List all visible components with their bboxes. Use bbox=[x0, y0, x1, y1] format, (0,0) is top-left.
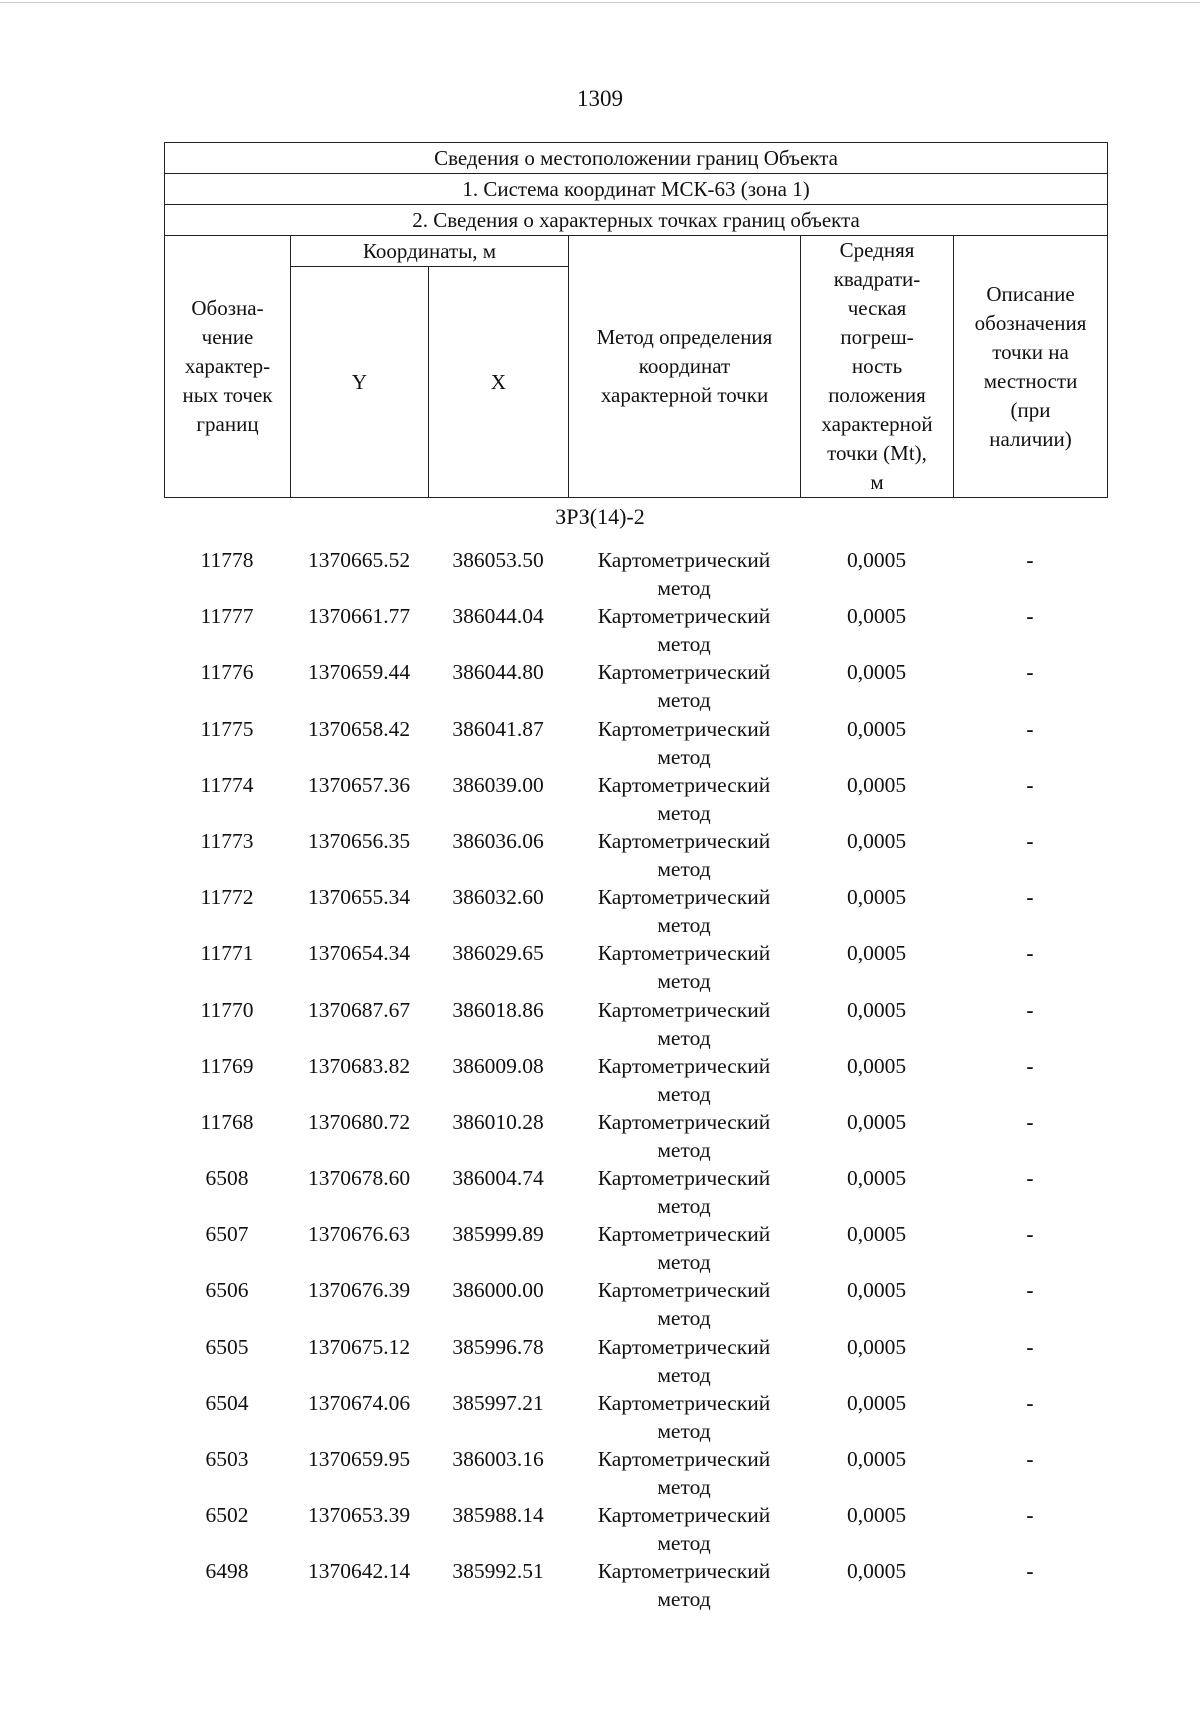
point-id: 6504 bbox=[205, 1390, 249, 1415]
method: Картометрический метод bbox=[597, 1278, 771, 1331]
coord-x: 385999.89 bbox=[452, 1222, 544, 1247]
col-header-y: Y bbox=[291, 267, 429, 498]
method: Картометрический метод bbox=[597, 1109, 771, 1162]
col-header-designation: Обозна- чение характер- ных точек границ bbox=[165, 236, 291, 498]
mean-error: 0,0005 bbox=[846, 716, 907, 741]
mean-error: 0,0005 bbox=[846, 1447, 907, 1471]
coord-x: 385992.51 bbox=[452, 1559, 544, 1584]
coord-y: 1370661.77 bbox=[307, 604, 411, 629]
coord-y: 1370656.35 bbox=[307, 828, 411, 853]
table-row bbox=[164, 1108, 1107, 1164]
mean-error: 0,0005 bbox=[846, 885, 907, 910]
method: Картометрический метод bbox=[597, 997, 771, 1050]
point-id: 11777 bbox=[200, 604, 254, 629]
table-row bbox=[164, 1052, 1107, 1108]
table-row bbox=[164, 827, 1107, 883]
description: - bbox=[1026, 548, 1034, 572]
coord-y: 1370687.67 bbox=[307, 997, 411, 1022]
description: - bbox=[1026, 1053, 1034, 1078]
coord-y: 1370654.34 bbox=[307, 941, 411, 966]
point-id: 11771 bbox=[200, 941, 254, 966]
table-row bbox=[164, 996, 1107, 1052]
coord-y: 1370683.82 bbox=[307, 1053, 411, 1078]
mean-error: 0,0005 bbox=[846, 1053, 907, 1078]
coord-y: 1370642.14 bbox=[307, 1559, 411, 1584]
coord-y: 1370676.63 bbox=[307, 1222, 411, 1247]
point-id: 11774 bbox=[200, 772, 254, 797]
mean-error: 0,0005 bbox=[846, 772, 907, 797]
coord-x: 386036.06 bbox=[452, 828, 544, 853]
coord-x: 386009.08 bbox=[452, 1053, 544, 1078]
table-row bbox=[164, 602, 1107, 658]
coord-y: 1370658.42 bbox=[307, 716, 411, 741]
header-table bbox=[164, 142, 1108, 498]
mean-error: 0,0005 bbox=[846, 604, 907, 629]
method: Картометрический метод bbox=[597, 1447, 771, 1499]
coord-x: 386039.00 bbox=[452, 772, 544, 797]
point-id: 6507 bbox=[205, 1222, 249, 1247]
description: - bbox=[1026, 1447, 1034, 1471]
zone-label: ЗРЗ(14)-2 bbox=[555, 504, 645, 529]
point-id: 11778 bbox=[200, 548, 254, 572]
col-header-x: X bbox=[429, 267, 569, 498]
method: Картометрический метод bbox=[597, 1559, 771, 1612]
coord-x: 386010.28 bbox=[452, 1109, 544, 1134]
method: Картометрический метод bbox=[597, 1503, 771, 1556]
coord-x: 385996.78 bbox=[452, 1334, 544, 1359]
method: Картометрический метод bbox=[597, 1222, 771, 1275]
coord-x: 386044.80 bbox=[452, 660, 544, 685]
method: Картометрический метод bbox=[597, 772, 771, 825]
table-row bbox=[164, 1501, 1107, 1557]
col-header-method: Метод определения координат характерной точки bbox=[569, 236, 801, 498]
description: - bbox=[1026, 828, 1034, 853]
coord-x: 386053.50 bbox=[452, 548, 544, 572]
col-header-error: Средняя квадрати- ческая погреш- ность положения характерной точки (Mt), м bbox=[801, 236, 954, 498]
table-title: Сведения о местоположении границ Объекта bbox=[165, 143, 1108, 174]
coord-y: 1370653.39 bbox=[307, 1503, 411, 1528]
coord-y: 1370655.34 bbox=[307, 885, 411, 910]
description: - bbox=[1026, 1109, 1034, 1134]
mean-error: 0,0005 bbox=[846, 1334, 907, 1359]
description: - bbox=[1026, 660, 1034, 685]
description: - bbox=[1026, 1390, 1034, 1415]
coord-y: 1370675.12 bbox=[307, 1334, 411, 1359]
point-id: 11775 bbox=[200, 716, 254, 741]
coord-x: 386004.74 bbox=[452, 1166, 544, 1191]
mean-error: 0,0005 bbox=[846, 1222, 907, 1247]
description: - bbox=[1026, 1503, 1034, 1528]
method: Картометрический метод bbox=[597, 604, 771, 657]
point-id: 11772 bbox=[200, 885, 254, 910]
coord-x: 386018.86 bbox=[452, 997, 544, 1022]
col-header-description: Описание обозначения точки на местности (при наличии) bbox=[954, 236, 1108, 498]
coordinate-system: 1. Система координат МСК-63 (зона 1) bbox=[165, 174, 1108, 205]
point-id: 11773 bbox=[200, 828, 254, 853]
scan-top-edge bbox=[0, 2, 1200, 3]
method: Картометрический метод bbox=[597, 1053, 771, 1106]
coord-y: 1370674.06 bbox=[307, 1390, 411, 1415]
method: Картометрический метод bbox=[597, 660, 771, 713]
mean-error: 0,0005 bbox=[846, 1109, 907, 1134]
point-id: 6503 bbox=[205, 1447, 249, 1471]
description: - bbox=[1026, 716, 1034, 741]
description: - bbox=[1026, 885, 1034, 910]
coord-x: 386003.16 bbox=[452, 1447, 544, 1471]
coord-x: 385988.14 bbox=[452, 1503, 544, 1528]
coord-x: 386041.87 bbox=[452, 716, 544, 741]
coord-y: 1370665.52 bbox=[307, 548, 411, 572]
point-id: 6506 bbox=[205, 1278, 249, 1303]
table-row bbox=[164, 715, 1107, 771]
method: Картометрический метод bbox=[597, 1166, 771, 1219]
mean-error: 0,0005 bbox=[846, 1390, 907, 1415]
point-id: 11769 bbox=[200, 1053, 254, 1078]
method: Картометрический метод bbox=[597, 1390, 771, 1443]
point-id: 6502 bbox=[205, 1503, 249, 1528]
table-row bbox=[164, 939, 1107, 995]
mean-error: 0,0005 bbox=[846, 1166, 907, 1191]
table-row bbox=[164, 658, 1107, 714]
coord-x: 386044.04 bbox=[452, 604, 544, 629]
description: - bbox=[1026, 1559, 1034, 1584]
mean-error: 0,0005 bbox=[846, 548, 907, 572]
description: - bbox=[1026, 941, 1034, 966]
point-id: 11770 bbox=[200, 997, 254, 1022]
table-row bbox=[164, 1557, 1107, 1613]
mean-error: 0,0005 bbox=[846, 941, 907, 966]
method: Картометрический метод bbox=[597, 1334, 771, 1387]
mean-error: 0,0005 bbox=[846, 828, 907, 853]
coord-x: 386000.00 bbox=[452, 1278, 544, 1303]
section-title: 2. Сведения о характерных точках границ объекта bbox=[165, 205, 1108, 236]
coord-x: 386029.65 bbox=[452, 941, 544, 966]
table-row bbox=[164, 546, 1107, 602]
coord-y: 1370659.95 bbox=[307, 1447, 411, 1471]
description: - bbox=[1026, 1278, 1034, 1303]
point-id: 6505 bbox=[205, 1334, 249, 1359]
coord-x: 385997.21 bbox=[452, 1390, 544, 1415]
description: - bbox=[1026, 1334, 1034, 1359]
description: - bbox=[1026, 1166, 1034, 1191]
table-row bbox=[164, 883, 1107, 939]
mean-error: 0,0005 bbox=[846, 660, 907, 685]
table-row bbox=[164, 1333, 1107, 1389]
point-id: 11768 bbox=[200, 1109, 254, 1134]
description: - bbox=[1026, 772, 1034, 797]
mean-error: 0,0005 bbox=[846, 1278, 907, 1303]
coord-x: 386032.60 bbox=[452, 885, 544, 910]
coord-y: 1370659.44 bbox=[307, 660, 411, 685]
points-list bbox=[164, 546, 1107, 1614]
coord-y: 1370657.36 bbox=[307, 772, 411, 797]
col-header-coordinates: Координаты, м bbox=[291, 236, 569, 267]
table-row bbox=[164, 1445, 1107, 1501]
coord-y: 1370680.72 bbox=[307, 1109, 411, 1134]
table-row bbox=[164, 1276, 1107, 1332]
method: Картометрический метод bbox=[597, 548, 771, 600]
point-id: 6508 bbox=[205, 1166, 249, 1191]
table-row bbox=[164, 1389, 1107, 1445]
point-id: 6498 bbox=[205, 1559, 249, 1584]
description: - bbox=[1026, 997, 1034, 1022]
coord-y: 1370676.39 bbox=[307, 1278, 411, 1303]
page-number: 1309 bbox=[577, 86, 623, 111]
mean-error: 0,0005 bbox=[846, 997, 907, 1022]
point-id: 11776 bbox=[200, 660, 254, 685]
mean-error: 0,0005 bbox=[846, 1503, 907, 1528]
table-row bbox=[164, 1220, 1107, 1276]
method: Картометрический метод bbox=[597, 941, 771, 994]
method: Картометрический метод bbox=[597, 828, 771, 881]
table-row bbox=[164, 771, 1107, 827]
method: Картометрический метод bbox=[597, 885, 771, 938]
table-row bbox=[164, 1164, 1107, 1220]
method: Картометрический метод bbox=[597, 716, 771, 769]
description: - bbox=[1026, 604, 1034, 629]
coord-y: 1370678.60 bbox=[307, 1166, 411, 1191]
mean-error: 0,0005 bbox=[846, 1559, 907, 1584]
description: - bbox=[1026, 1222, 1034, 1247]
